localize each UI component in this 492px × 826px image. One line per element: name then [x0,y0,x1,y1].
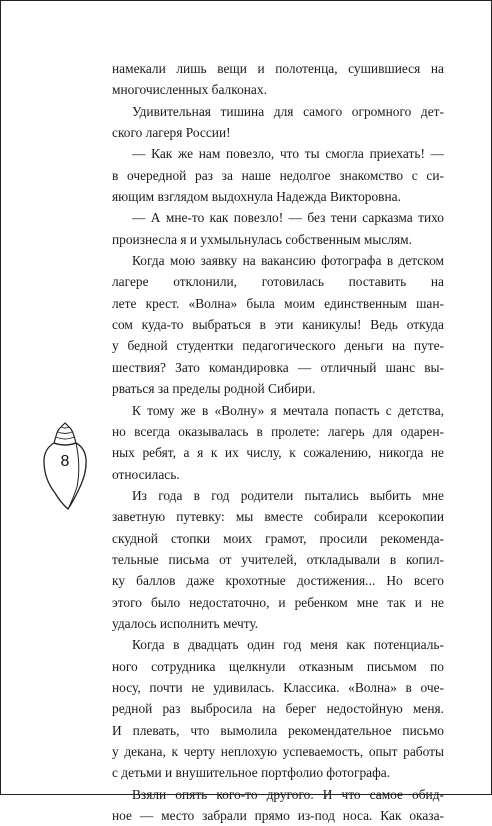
text-line: ского лагеря России! [112,125,231,141]
text-line: намекали лишь вещи и полотенца, сушившиеся на [112,61,444,76]
text-line: у бедной студентки педагогического деньги на путе- [112,338,444,354]
text-line: этого было недостаточно, и ребенком мне так и не [112,594,444,610]
text-line: И плевать, что вымолила рекомендательное письмо [112,722,444,738]
text-line: носу, почти не удивилась. Классика. «Волна» в оче- [112,679,444,695]
text-line: в очередной раз за наше недолгое знакомство с си- [112,167,444,183]
text-line: — Как же нам повезло, что ты смогла приехать! — [132,146,444,162]
text-line: лете крест. «Волна» была моим единственным шан- [112,295,444,311]
text-line: — А мне-то как повезло! — без тени сарказма тихо [132,210,444,226]
text-line: произнесла я и ухмыльнулась собственным мыслям. [112,231,413,247]
text-line: лагере отклонили, готовилась поставить на [112,274,444,290]
text-line: Удивительная тишина для самого огромного дет- [132,103,444,119]
text-line: рваться за пределы родной Сибири. [112,381,316,397]
page-number: 8 [60,453,70,470]
text-line: удалось исполнить мечту. [112,615,259,631]
text-line: относилась. [112,466,180,482]
text-line: Из года в год родители пытались выбить мне [132,487,444,503]
text-line: Когда в двадцать один год меня как потенциаль- [132,637,444,653]
text-line: скудной стопки моих грамот, просили рекоменда- [112,530,444,546]
text-line: яющим взглядом выдохнула Надежда Викторовна. [112,189,401,205]
text-line: заветную путевку: мы вместе собирали ксерокопии [112,509,444,525]
text-line: ных ребят, а я к их числу, к сожалению, никогда не [112,445,444,461]
text-line: Взяли опять кого-то другого. И что самое обид- [132,786,444,802]
text-line: К тому же в «Волну» я мечтала попасть с детства, [132,402,444,418]
text-line: ку баллов даже крохотные достижения... Но всего [112,573,444,589]
text-line: сом куда-то выбраться в эти каникулы! Ведь откуда [112,317,444,333]
text-line: шествия? Зато командировка — отличный шанс вы- [112,359,444,375]
text-line: ное — место забрали прямо из-под носа. Как оказа- [112,808,444,824]
text-line: но всегда оказывалась в пролете: лагерь для одарен- [112,423,444,439]
text-line: ного сотрудника щелкнули отказным письмом по [112,658,444,674]
text-line: многочисленных балконах. [112,82,267,98]
text-line: Когда мою заявку на вакансию фотографа в детском [132,253,444,269]
body-text [112,58,444,826]
text-line: тельные письма от учителей, откладывали в копил- [112,551,444,567]
text-line: редной раз выбросила на берег недостойную меня. [112,701,444,717]
text-line: у декана, к черту неплохую успеваемость, опыт работы [112,744,444,759]
text-line: с детьми и внушительное портфолио фотографа. [112,765,391,781]
